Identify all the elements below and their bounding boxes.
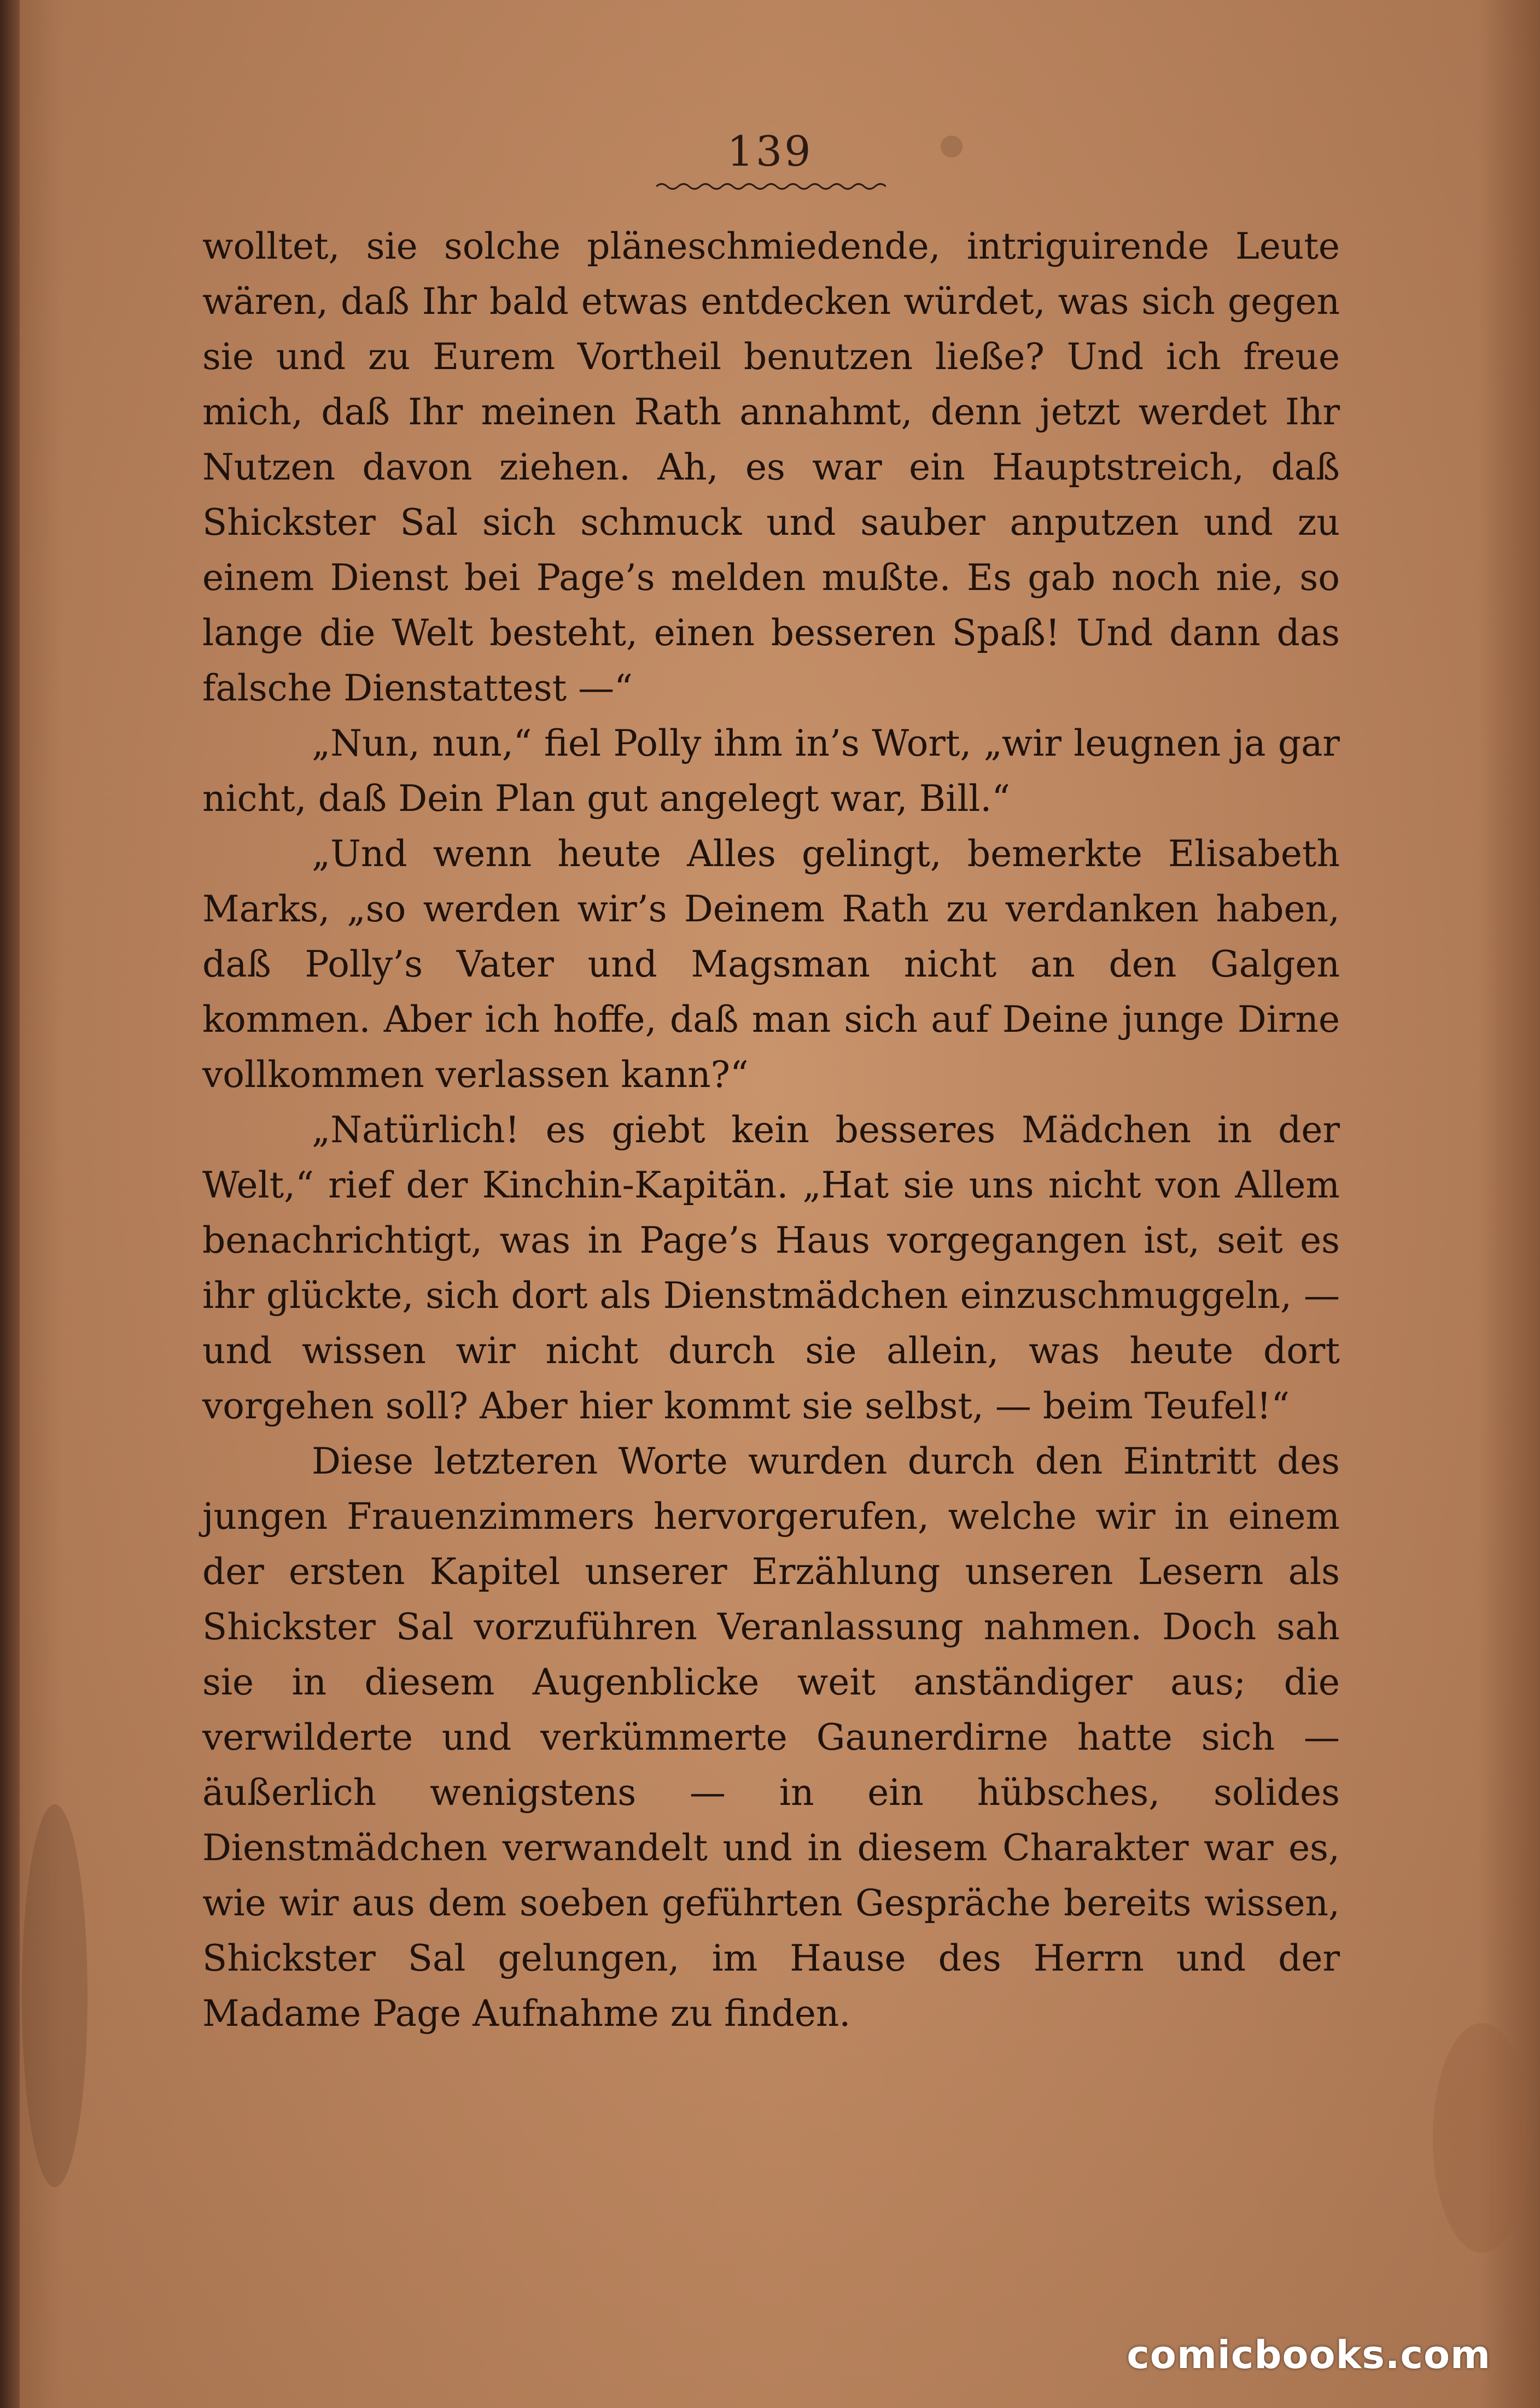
paragraph: „Natürlich! es giebt kein besseres Mädchen in der Welt,“ rief der Kinchin-Kapitän. „Hat sie uns nicht von Allem benachrichtigt, was in Page’s Haus vorgegangen ist, seit es ihr glückte, sich dort als Dienstmädchen einzuschmuggeln, — und wissen wir nicht durch sie allein, was heute dort vorgehen soll? Aber hier kommt sie selbst, — beim Teufel!“ (202, 1109, 1340, 1427)
wavy-rule-ornament (656, 180, 886, 192)
body-text (202, 219, 1340, 2041)
paragraph: „Nun, nun,“ fiel Polly ihm in’s Wort, „wir leugnen ja gar nicht, daß Dein Plan gut angelegt war, Bill.“ (202, 722, 1340, 820)
page-binding-edge (0, 0, 20, 2408)
paragraph: „Und wenn heute Alles gelingt, bemerkte Elisabeth Marks, „so werden wir’s Deinem Rath zu verdanken haben, daß Polly’s Vater und Magsman nicht an den Galgen kommen. Aber ich hoffe, daß man sich auf Deine junge Dirne vollkommen verlassen kann?“ (202, 833, 1340, 1096)
paper-stain (22, 1804, 88, 2187)
page-number: 139 (727, 127, 813, 176)
paragraph: wolltet, sie solche pläneschmiedende, intriguirende Leute wären, daß Ihr bald etwas entdecken würdet, was sich gegen sie und zu Eurem Vortheil benutzen ließe? Und ich freue mich, daß Ihr meinen Rath annahmt, denn jetzt werdet Ihr Nutzen davon ziehen. Ah, es war ein Hauptstreich, daß Shickster Sal sich schmuck und sauber anputzen und zu einem Dienst bei Page’s melden mußte. Es gab noch nie, so lange die Welt besteht, einen besseren Spaß! Und dann das falsche Dienstattest —“ (202, 225, 1340, 709)
paper-stain (1433, 2023, 1531, 2253)
paragraph: Diese letzteren Worte wurden durch den Eintritt des jungen Frauenzimmers hervorgerufen, welche wir in einem der ersten Kapitel unserer Erzählung unseren Lesern als Shickster Sal vorzuführen Veranlassung nahmen. Doch sah sie in diesem Augenblicke weit anständiger aus; die verwilderte und verkümmerte Gaunerdirne hatte sich — äußerlich wenigstens — in ein hübsches, solides Dienstmädchen verwandelt und in diesem Charakter war es, wie wir aus dem soeben geführten Gespräche bereits wissen, Shickster Sal gelungen, im Hause des Herrn und der Madame Page Aufnahme zu finden. (202, 1440, 1340, 2035)
watermark: comicbooks.com (1127, 2333, 1491, 2377)
